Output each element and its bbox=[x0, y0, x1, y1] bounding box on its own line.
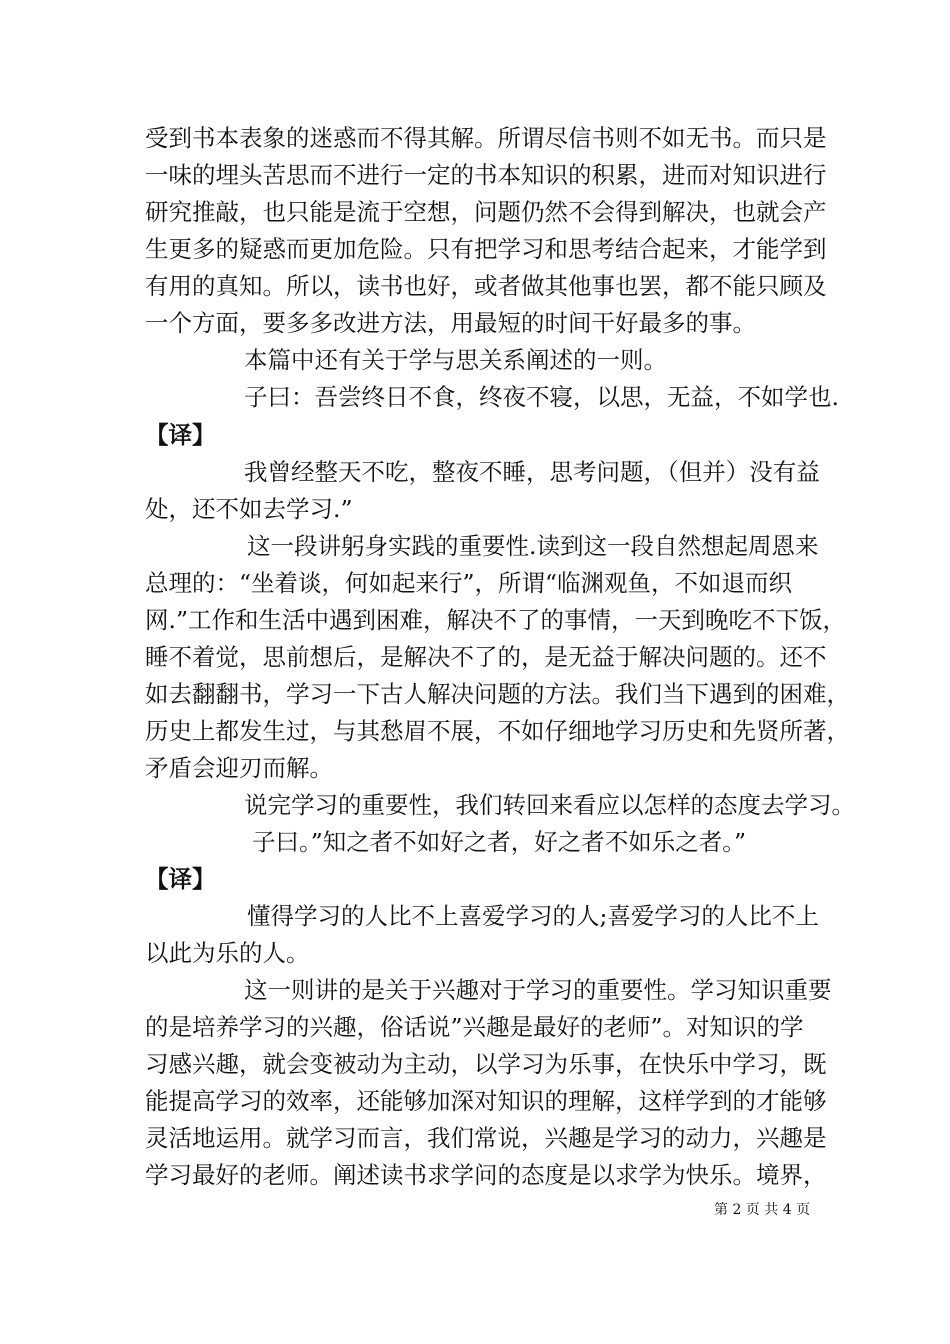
translation-label: 【译】 bbox=[145, 421, 216, 449]
quote-line: 子曰。”知之者不如好之者，好之者不如乐之者。” bbox=[252, 828, 747, 856]
paragraph-line: 有用的真知。所以，读书也好，或者做其他事也罢，都不能只顾及 bbox=[145, 272, 827, 300]
translation-line: 以此为乐的人。 bbox=[145, 939, 310, 967]
paragraph-line: 睡不着觉，思前想后，是解决不了的，是无益于解决问题的。还不 bbox=[145, 643, 827, 671]
quote-line: 子曰：吾尝终日不食，终夜不寝，以思，无益，不如学也. bbox=[244, 383, 839, 411]
paragraph-line: 研究推敲，也只能是流于空想，问题仍然不会得到解决，也就会产 bbox=[145, 198, 827, 226]
paragraph-line: 矛盾会迎刃而解。 bbox=[145, 754, 333, 782]
paragraph-line: 的是培养学习的兴趣，俗话说”兴趣是最好的老师”。对知识的学 bbox=[145, 1013, 804, 1041]
paragraph-line: 习感兴趣，就会变被动为主动，以学习为乐事，在快乐中学习，既 bbox=[145, 1050, 827, 1078]
paragraph-line: 总理的：“坐着谈，何如起来行”，所谓“临渊观鱼，不如退而织 bbox=[145, 569, 793, 597]
paragraph-line: 历史上都发生过，与其愁眉不展，不如仔细地学习历史和先贤所著， bbox=[145, 717, 850, 745]
paragraph-line: 本篇中还有关于学与思关系阐述的一则。 bbox=[244, 346, 667, 374]
paragraph-line: 一味的埋头苦思而不进行一定的书本知识的积累，进而对知识进行 bbox=[145, 161, 827, 189]
paragraph-line: 如去翻翻书，学习一下古人解决问题的方法。我们当下遇到的困难， bbox=[145, 680, 850, 708]
paragraph-line: 说完学习的重要性，我们转回来看应以怎样的态度去学习。 bbox=[244, 791, 855, 819]
translation-line: 懂得学习的人比不上喜爱学习的人;喜爱学习的人比不上 bbox=[247, 902, 819, 930]
translation-line: 我曾经整天不吃，整夜不睡，思考问题，（但并）没有益 bbox=[244, 458, 820, 486]
translation-line: 处，还不如去学习.” bbox=[145, 495, 353, 523]
paragraph-line: 这一段讲躬身实践的重要性.读到这一段自然想起周恩来 bbox=[247, 532, 819, 560]
paragraph-line: 能提高学习的效率，还能够加深对知识的理解，这样学到的才能够 bbox=[145, 1087, 827, 1115]
paragraph-line: 生更多的疑惑而更加危险。只有把学习和思考结合起来，才能学到 bbox=[145, 235, 827, 263]
page-number: 第 2 页 共 4 页 bbox=[714, 1202, 811, 1218]
paragraph-line: 受到书本表象的迷惑而不得其解。所谓尽信书则不如无书。而只是 bbox=[145, 124, 827, 152]
translation-label: 【译】 bbox=[145, 865, 216, 893]
paragraph-line: 这一则讲的是关于兴趣对于学习的重要性。学习知识重要 bbox=[244, 976, 832, 1004]
paragraph-line: 网.”工作和生活中遇到困难，解决不了的事情，一天到晚吃不下饭， bbox=[145, 606, 846, 634]
paragraph-line: 一个方面，要多多改进方法，用最短的时间干好最多的事。 bbox=[145, 309, 756, 337]
paragraph-line: 学习最好的老师。阐述读书求学问的态度是以求学为快乐。境界， bbox=[145, 1161, 827, 1189]
paragraph-line: 灵活地运用。就学习而言，我们常说，兴趣是学习的动力，兴趣是 bbox=[145, 1124, 827, 1152]
